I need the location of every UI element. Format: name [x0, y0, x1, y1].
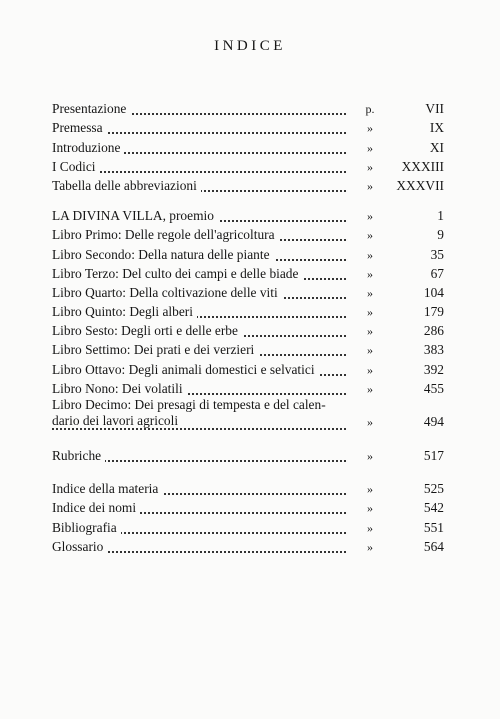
- entry-label: Libro Terzo: Del culto dei campi e delle biade: [52, 266, 302, 281]
- toc-entry[interactable]: [52, 478, 444, 497]
- toc-entry[interactable]: [52, 445, 444, 464]
- page-number: XI: [429, 139, 444, 155]
- toc-entry[interactable]: [52, 516, 444, 535]
- toc-entry[interactable]: [52, 205, 444, 224]
- entry-label: Libro Quinto: Degli alberi: [52, 304, 197, 319]
- page-title: INDICE: [214, 38, 286, 54]
- page-number: 455: [423, 380, 444, 396]
- page-marker: »: [367, 140, 373, 155]
- toc-entry[interactable]: [52, 282, 444, 301]
- page-marker: »: [367, 121, 373, 136]
- entry-label: Libro Secondo: Della natura delle piante: [52, 247, 274, 262]
- page-number: XXXVII: [396, 177, 444, 193]
- toc-entry[interactable]: [52, 224, 444, 243]
- entry-label-line2: dario dei lavori agricoli: [52, 413, 182, 428]
- page-number: 35: [430, 246, 444, 262]
- page-marker: »: [367, 159, 373, 174]
- page-marker: »: [367, 305, 373, 320]
- page-marker: »: [367, 539, 373, 554]
- page-marker: »: [367, 247, 373, 262]
- leader-dots: [52, 428, 346, 430]
- page-number: 104: [423, 284, 444, 300]
- page-number: 286: [423, 323, 444, 339]
- toc-entry[interactable]: [52, 136, 444, 155]
- page-marker: »: [367, 324, 373, 339]
- entry-label: Libro Sesto: Degli orti e delle erbe: [52, 323, 242, 338]
- toc-entry[interactable]: [52, 397, 444, 432]
- toc-entry[interactable]: [52, 263, 444, 282]
- page-marker: p.: [365, 102, 375, 117]
- entry-label: Glossario: [52, 539, 107, 554]
- entry-label: Libro Primo: Delle regole dell'agricoltura: [52, 227, 279, 242]
- page-marker: »: [367, 501, 373, 516]
- page-number: 1: [437, 208, 444, 224]
- toc-entry[interactable]: [52, 98, 444, 117]
- page-number: IX: [429, 120, 444, 136]
- page-marker: »: [367, 209, 373, 224]
- entry-label: LA DIVINA VILLA, proemio: [52, 208, 218, 223]
- page-number: 494: [423, 413, 444, 429]
- page-marker: »: [367, 362, 373, 377]
- page-marker: »: [367, 178, 373, 193]
- entry-label: Indice della materia: [52, 481, 162, 496]
- toc-entry[interactable]: [52, 175, 444, 194]
- entry-label: Indice dei nomi: [52, 500, 140, 515]
- entry-label: Rubriche: [52, 448, 105, 463]
- toc-entry[interactable]: [52, 339, 444, 358]
- entry-label: Tabella delle abbreviazioni: [52, 178, 201, 193]
- toc-entry[interactable]: [52, 243, 444, 262]
- page-number: 517: [423, 448, 444, 463]
- front-matter-section: [52, 98, 444, 194]
- page-number: 392: [423, 361, 444, 377]
- entry-label: Introduzione: [52, 140, 124, 155]
- books-section: [52, 205, 444, 432]
- page-marker: »: [367, 381, 373, 396]
- page-marker: »: [367, 482, 373, 497]
- entry-label: Libro Nono: Dei volatili: [52, 381, 187, 396]
- toc-entry[interactable]: [52, 358, 444, 377]
- entry-label: I Codici: [52, 159, 100, 174]
- table-of-contents: [52, 98, 444, 565]
- entry-label: Premessa: [52, 120, 107, 135]
- entry-label-line1: Libro Decimo: Dei presagi di tempesta e del calen-: [52, 396, 326, 412]
- page-number: XXXIII: [401, 158, 444, 174]
- entry-label: Libro Quarto: Della coltivazione delle viti: [52, 285, 282, 300]
- page-number: 9: [437, 227, 444, 243]
- page-number: 179: [423, 304, 444, 320]
- page-marker: »: [367, 266, 373, 281]
- page-number: 67: [430, 265, 444, 281]
- toc-entry[interactable]: [52, 378, 444, 397]
- page-number: 564: [423, 538, 444, 554]
- toc-entry[interactable]: [52, 497, 444, 516]
- page-number: 542: [423, 500, 444, 516]
- page-marker: »: [367, 449, 373, 463]
- page-number: VII: [425, 101, 444, 117]
- toc-entry[interactable]: [52, 117, 444, 136]
- page-number: 525: [423, 481, 444, 497]
- page-marker: »: [367, 414, 373, 429]
- page-marker: »: [367, 285, 373, 300]
- toc-entry[interactable]: [52, 320, 444, 339]
- toc-entry[interactable]: [52, 536, 444, 555]
- page-marker: »: [367, 228, 373, 243]
- toc-entry[interactable]: [52, 156, 444, 175]
- entry-label: Libro Settimo: Dei prati e dei verzieri: [52, 342, 258, 357]
- page-number: 383: [423, 342, 444, 358]
- entry-label: Libro Ottavo: Degli animali domestici e selvatici: [52, 362, 319, 377]
- entry-label: Presentazione: [52, 101, 130, 116]
- page-marker: »: [367, 520, 373, 535]
- page-number: 551: [423, 519, 444, 535]
- rubrics-section: [52, 445, 444, 464]
- toc-entry[interactable]: [52, 301, 444, 320]
- back-matter-section: [52, 478, 444, 555]
- entry-label: Bibliografia: [52, 520, 121, 535]
- page-marker: »: [367, 343, 373, 358]
